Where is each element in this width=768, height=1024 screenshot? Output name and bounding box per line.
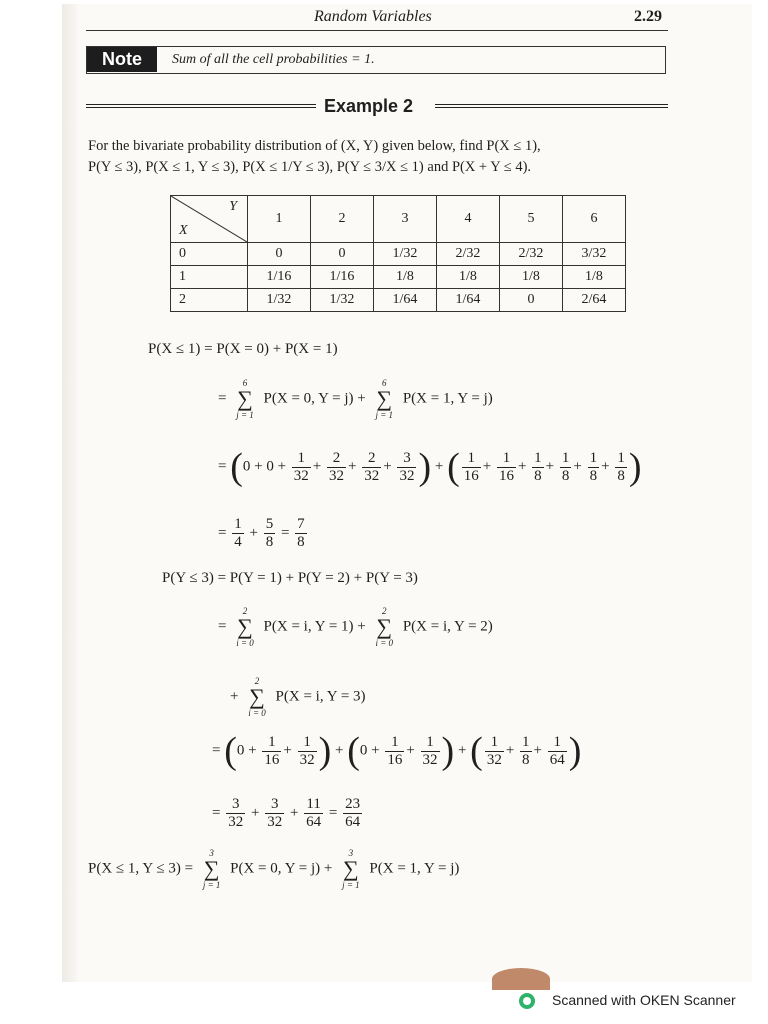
page-number: 2.29 bbox=[634, 8, 662, 25]
table-cell: 1/32 bbox=[311, 289, 374, 312]
table-row bbox=[171, 289, 626, 312]
scanner-logo-icon bbox=[519, 993, 535, 1009]
sigma-j: 3 ∑ j = 1 bbox=[342, 848, 360, 890]
example-rule-right bbox=[435, 104, 668, 108]
table-cell: 1/8 bbox=[374, 266, 437, 289]
table-row bbox=[171, 266, 626, 289]
example-rule-left bbox=[86, 104, 316, 108]
note-text: Sum of all the cell probabilities = 1. bbox=[172, 52, 375, 67]
py3-term-2: P(X = i, Y = 2) bbox=[402, 618, 493, 635]
table-cell: 1/32 bbox=[248, 289, 311, 312]
table-cell: 2/64 bbox=[563, 289, 626, 312]
py3-lhs: P(Y ≤ 3) = P(Y = 1) + P(Y = 2) + P(Y = 3) bbox=[162, 570, 418, 586]
sigma-j: 6 ∑ j = 1 bbox=[236, 378, 254, 420]
table-cell: 1/64 bbox=[437, 289, 500, 312]
py3-term-1: P(X = i, Y = 1) + bbox=[263, 618, 366, 635]
table-cell: 0 bbox=[248, 243, 311, 266]
y-header: 1 bbox=[248, 196, 311, 243]
page-gutter-shadow bbox=[62, 4, 80, 982]
px1-sum-line bbox=[218, 378, 493, 420]
sigma-j: 3 ∑ j = 1 bbox=[202, 848, 221, 890]
sigma-i: 2 ∑ i = 0 bbox=[248, 676, 266, 718]
y-header: 4 bbox=[437, 196, 500, 243]
table-cell: 1/32 bbox=[374, 243, 437, 266]
table-cell: 1/16 bbox=[311, 266, 374, 289]
table-header-row bbox=[171, 196, 626, 243]
problem-line-2: P(Y ≤ 3), P(X ≤ 1, Y ≤ 3), P(X ≤ 1/Y ≤ 3), P(Y ≤ 3/X ≤ 1) and P(X + Y ≤ 4). bbox=[88, 159, 532, 175]
scanner-watermark: Scanned with OKEN Scanner bbox=[552, 992, 736, 1008]
py3-term-3: P(X = i, Y = 3) bbox=[275, 688, 366, 705]
x-value: 0 bbox=[171, 243, 248, 266]
table-cell: 1/16 bbox=[248, 266, 311, 289]
pxy-line bbox=[88, 848, 459, 890]
table-cell: 0 bbox=[500, 289, 563, 312]
y-header: 5 bbox=[500, 196, 563, 243]
corner-y-label: Y bbox=[229, 199, 237, 214]
note-label: Note bbox=[87, 47, 157, 72]
equals-sign: = bbox=[218, 390, 227, 407]
example-title: Example 2 bbox=[324, 96, 414, 116]
px1-result: = $\frac{1}{4}$ + $\frac{5}{8}$ = $\frac{7}{8}$ bbox=[218, 516, 305, 550]
x-value: 2 bbox=[171, 289, 248, 312]
px1-lhs: P(X ≤ 1) = P(X = 0) + P(X = 1) bbox=[148, 341, 338, 357]
table-cell: 3/32 bbox=[563, 243, 626, 266]
y-header: 3 bbox=[374, 196, 437, 243]
py3-sum-line-2: + 2 ∑ i = 0 P(X = i, Y = 3) bbox=[230, 676, 366, 718]
x-value: 1 bbox=[171, 266, 248, 289]
problem-line-1: For the bivariate probability distribution of (X, Y) given below, find P(X ≤ 1), bbox=[88, 138, 541, 154]
y-header: 2 bbox=[311, 196, 374, 243]
header-rule bbox=[86, 30, 668, 31]
table-corner-cell bbox=[171, 196, 248, 243]
running-title: Random Variables bbox=[314, 8, 432, 25]
table-row bbox=[171, 243, 626, 266]
py3-sum-line: = 2 ∑ i = 0 P(X = i, Y = 1) + 2 ∑ i = 0 P(X = i, Y = 2) bbox=[218, 606, 493, 648]
pxy-lhs: P(X ≤ 1, Y ≤ 3) = bbox=[88, 860, 194, 877]
pxy-term-1: P(X = 0, Y = j) + bbox=[230, 860, 333, 877]
py3-result: = $\frac{3}{32}$ + $\frac{3}{32}$ + $\frac{11}{64}$ = $\frac{23}{64}$ bbox=[212, 796, 361, 830]
table-cell: 1/8 bbox=[437, 266, 500, 289]
table-cell: 0 bbox=[311, 243, 374, 266]
table-cell: 1/8 bbox=[563, 266, 626, 289]
py3-expansion: = (0 + $\frac{1}{16}$ + $\frac{1}{32}$ ) + (0 + $\frac{1}{16}$ + $\frac{1}{32}$ ) + ( $\frac{1}{32}$ + $\frac{1}{8}$ + $\frac{1}{64}$ ) bbox=[212, 730, 582, 772]
px1-term-1: P(X = 0, Y = j) + bbox=[263, 390, 366, 407]
distribution-table bbox=[170, 195, 626, 312]
sigma-i: 2 ∑ i = 0 bbox=[375, 606, 394, 648]
y-header: 6 bbox=[563, 196, 626, 243]
pxy-term-2: P(X = 1, Y = j) bbox=[369, 860, 460, 877]
table-cell: 2/32 bbox=[437, 243, 500, 266]
sigma-j: 6 ∑ j = 1 bbox=[375, 378, 394, 420]
coin-edge bbox=[492, 968, 550, 990]
table-cell: 2/32 bbox=[500, 243, 563, 266]
table-cell: 1/64 bbox=[374, 289, 437, 312]
table-cell: 1/8 bbox=[500, 266, 563, 289]
sigma-i: 2 ∑ i = 0 bbox=[236, 606, 254, 648]
px1-expansion: = (0 + 0 + $\frac{1}{32}$ + $\frac{2}{32}$ + $\frac{2}{32}$ + $\frac{3}{32}$ ) + ( $\frac{1}{16}$ + $\frac{1}{16}$ + $\frac{1}{8}$ + $\frac{1}{8}$ + $\frac{1}{8}$ + $\frac{1}{8}$ ) bbox=[218, 446, 642, 488]
px1-term-2: P(X = 1, Y = j) bbox=[402, 390, 493, 407]
corner-x-label: X bbox=[179, 223, 188, 238]
